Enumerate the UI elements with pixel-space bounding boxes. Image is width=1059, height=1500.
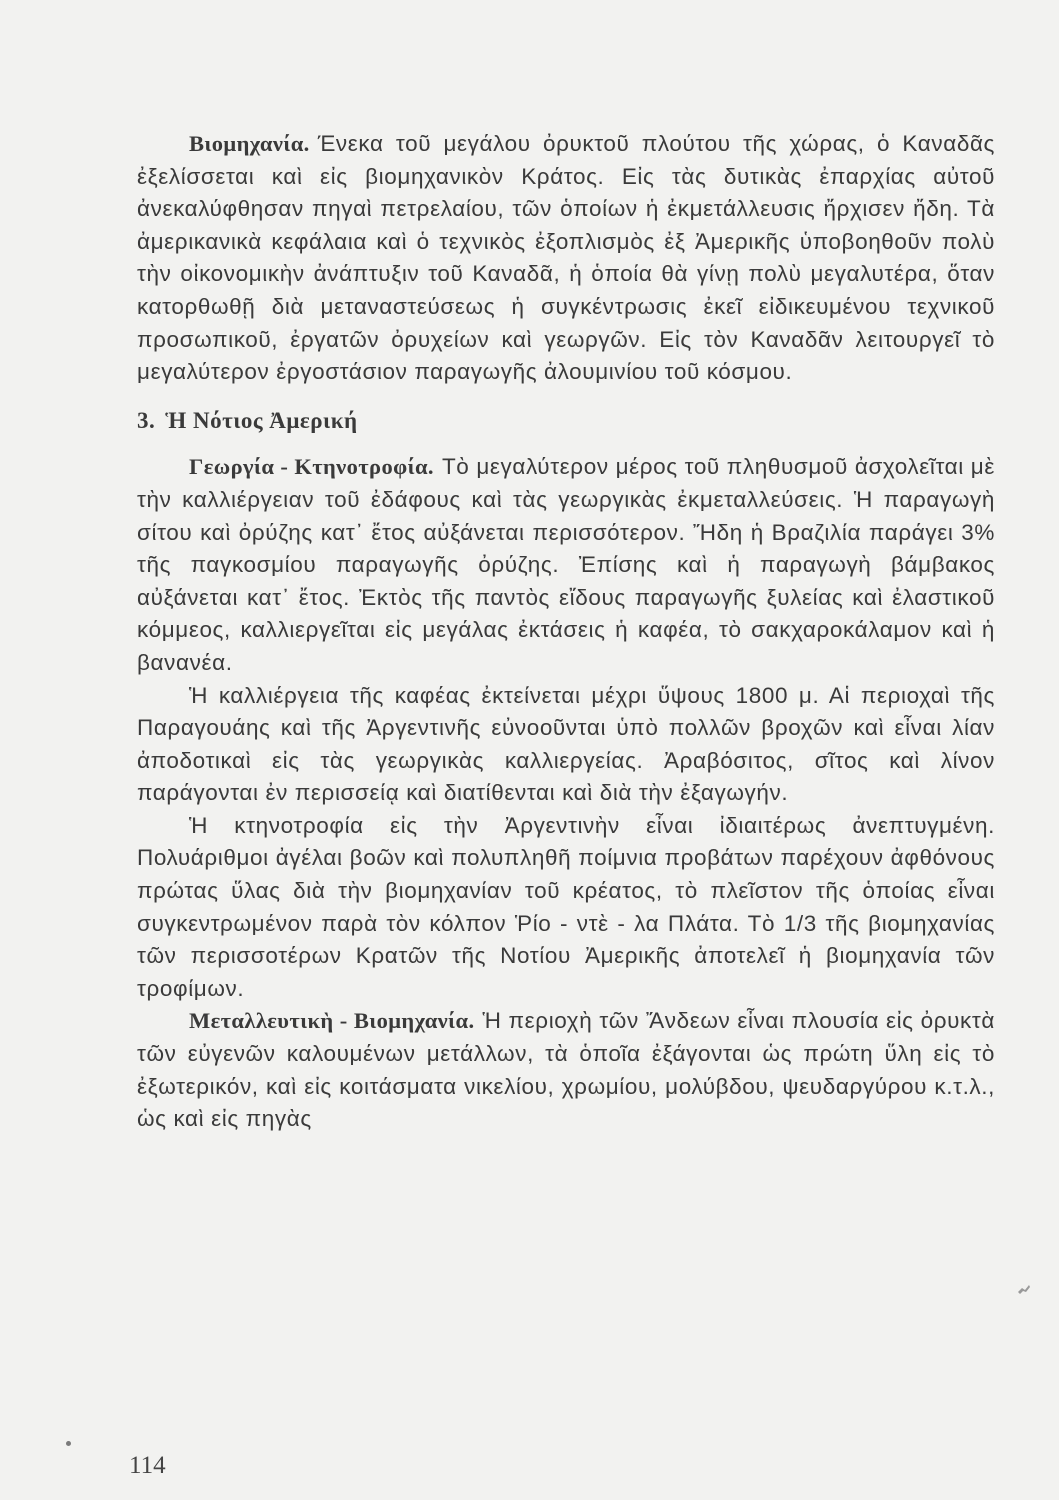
ink-speck	[1016, 1282, 1032, 1296]
paragraph-text: Τὸ μεγαλύτερον μέρος τοῦ πληθυσμοῦ ἀσχολεῖται μὲ τὴν καλλιέργειαν τοῦ ἐδάφους καὶ τὰς γεωργικὰς ἐκμεταλλεύσεις. Ἡ παραγωγὴ σίτου καὶ ὀρύζης κατ᾽ ἔτος αὐξάνεται περισσότερον. Ἤδη ἡ Βραζιλία παράγει 3% τῆς παγκοσμίου παραγωγῆς ὀρύζης. Ἐπίσης καὶ ἡ παραγωγὴ βάμβακος αὐξάνεται κατ᾽ ἔτος. Ἐκτὸς τῆς παντὸς εἴδους παραγωγῆς ξυλείας καὶ ἐλαστικοῦ κόμμεος, καλλιεργεῖται εἰς μεγάλας ἐκτάσεις ἡ καφέα, τὸ σακχαροκάλαμον καὶ ἡ βανανέα.	[137, 454, 995, 675]
run-in-heading-industry: Βιομηχανία.	[189, 131, 310, 156]
paragraph-coffee	[137, 680, 995, 810]
ink-dot	[66, 1441, 71, 1446]
section-number: 3.	[137, 407, 156, 433]
paragraph-agriculture	[137, 451, 995, 679]
paragraph-text: Ἡ κτηνοτροφία εἰς τὴν Ἀργεντινὴν εἶναι ἰδιαιτέρως ἀνεπτυγμένη. Πολυάριθμοι ἀγέλαι βοῶν καὶ πολυπληθῆ ποίμνια προβάτων παρέχουν ἀφθόνους πρώτας ὕλας διὰ τὴν βιομηχανίαν τοῦ κρέατος, τὸ πλεῖστον τῆς ὁποίας εἶναι συγκεντρωμένον παρὰ τὸν κόλπον Ῥίο - ντὲ - λα Πλάτα. Τὸ 1/3 τῆς βιομηχανίας τῶν περισσοτέρων Κρατῶν τῆς Νοτίου Ἀμερικῆς ἀποτελεῖ ἡ βιομηχανία τῶν τροφίμων.	[137, 812, 995, 1001]
run-in-heading-mining: Μεταλλευτικὴ - Βιομηχανία.	[189, 1008, 475, 1034]
section-heading	[137, 405, 995, 438]
run-in-heading-agriculture: Γεωργία - Κτηνοτροφία.	[189, 454, 434, 480]
paragraph-industry-canada	[137, 128, 995, 389]
page-number: 114	[129, 1452, 166, 1479]
paragraph-mining	[137, 1005, 995, 1135]
page-body	[137, 128, 995, 1136]
paragraph-text: Ἡ καλλιέργεια τῆς καφέας ἐκτείνεται μέχρι ὕψους 1800 μ. Αἱ περιοχαὶ τῆς Παραγουάης καὶ τῆς Ἀργεντινῆς εὐνοοῦνται ὑπὸ πολλῶν βροχῶν καὶ εἶναι λίαν ἀποδοτικαὶ εἰς τὰς γεωργικὰς καλλιεργείας. Ἀραβόσιτος, σῖτος καὶ λίνον παράγονται ἐν περισσείᾳ καὶ διατίθενται καὶ διὰ τὴν ἐξαγωγήν.	[137, 682, 995, 806]
paragraph-text: Ένεκα τοῦ μεγάλου ὀρυκτοῦ πλούτου τῆς χώρας, ὁ Καναδᾶς ἐξελίσσεται καὶ εἰς βιομηχανικὸν Κράτος. Εἰς τὰς δυτικὰς ἐπαρχίας αὐτοῦ ἀνεκαλύφθησαν πηγαὶ πετρελαίου, τῶν ὁποίων ἡ ἐκμετάλλευσις ἤρχισεν ἤδη. Τὰ ἀμερικανικὰ κεφάλαια καὶ ὁ τεχνικὸς ἐξοπλισμὸς ἐξ Ἀμερικῆς ὑποβοηθοῦν πολὺ τὴν οἰκονομικὴν ἀνάπτυξιν τοῦ Καναδᾶ, ἡ ὁποία θὰ γίνῃ πολὺ μεγαλυτέρα, ὅταν κατορθωθῇ διὰ μεταναστεύσεως ἡ συγκέντρωσις ἐκεῖ εἰδικευμένου τεχνικοῦ προσωπικοῦ, ἐργατῶν ὀρυχείων καὶ γεωργῶν. Εἰς τὸν Καναδᾶν λειτουργεῖ τὸ μεγαλύτερον ἐργοστάσιον παραγωγῆς ἀλουμινίου τοῦ κόσμου.	[137, 131, 995, 385]
paragraph-text: Ἡ περιοχὴ τῶν Ἄνδεων εἶναι πλουσία εἰς ὀρυκτὰ τῶν εὐγενῶν καλουμένων μετάλλων, τὰ ὁποῖα ἐξάγονται ὡς πρώτη ὕλη εἰς τὸ ἐξωτερικόν, καὶ εἰς κοιτάσματα νικελίου, χρωμίου, μολύβδου, ψευδαργύρου κ.τ.λ., ὡς καὶ εἰς πηγὰς	[137, 1008, 995, 1132]
paragraph-livestock	[137, 810, 995, 1006]
section-title: Ἡ Νότιος Ἀμερική	[165, 407, 358, 433]
